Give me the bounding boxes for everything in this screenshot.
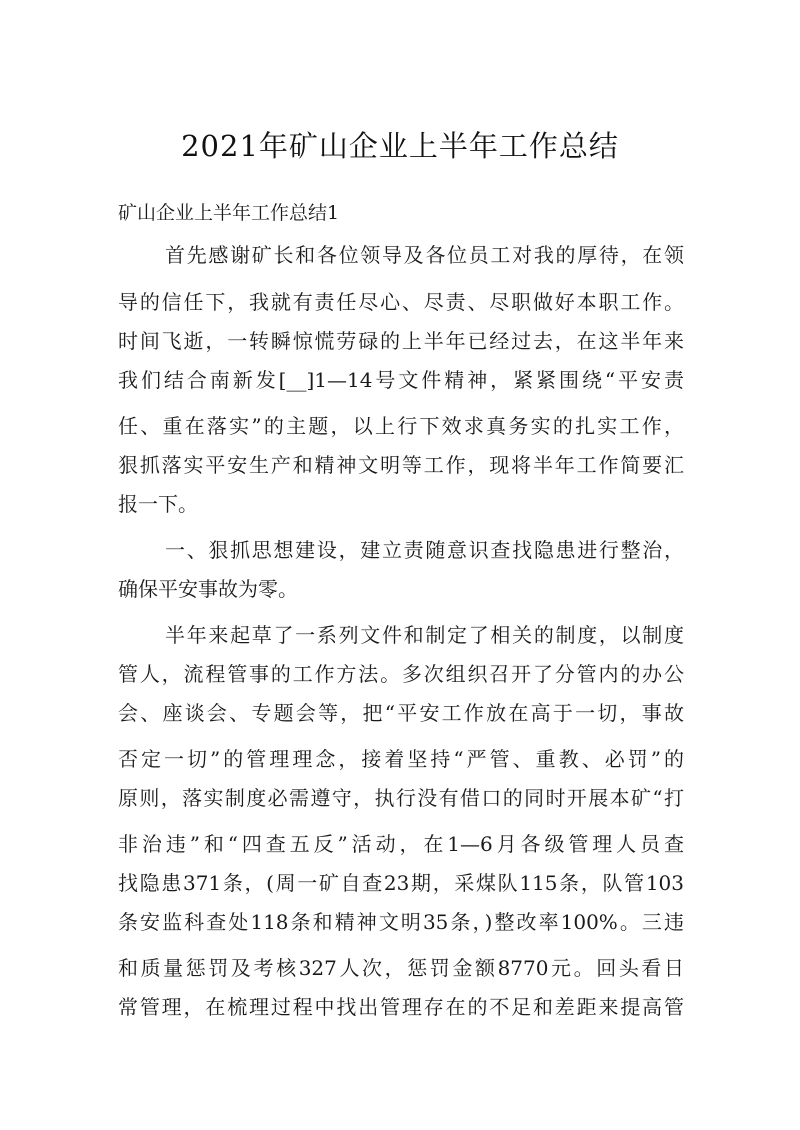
paragraph-line: 时间飞逝，一转瞬惊慌劳碌的上半年已经过去，在这半年来 [118, 329, 684, 353]
paragraph-line: 导的信任下，我就有责任尽心、尽责、尽职做好本职工作。 [118, 290, 684, 314]
paragraph-line: 常管理，在梳理过程中找出管理存在的不足和差距来提高管 [118, 995, 684, 1019]
paragraph-line: 首先感谢矿长和各位领导及各位员工对我的厚待，在领 [165, 243, 684, 267]
paragraph-line: 和质量惩罚及考核327人次，惩罚金额8770元。回头看日 [118, 956, 684, 980]
paragraph-line: 否定一切”的管理理念，接着坚持“严管、重教、必罚”的 [118, 747, 684, 771]
paragraph-line: 确保平安事故为零。 [118, 577, 298, 601]
paragraph-line: 管人，流程管事的工作方法。多次组织召开了分管内的办公 [118, 662, 684, 686]
paragraph-line: 狠抓落实平安生产和精神文明等工作，现将半年工作简要汇 [118, 453, 684, 477]
paragraph-line: 原则，落实制度必需遵守，执行没有借口的同时开展本矿“打 [118, 786, 684, 810]
paragraph-line: 条安监科查处118条和精神文明35条，)整改率100%。三违 [118, 910, 684, 934]
paragraph-line: 找隐患371条，(周一矿自查23期，采煤队115条，队管103 [118, 871, 684, 895]
paragraph-line: 非治违”和“四查五反”活动，在1—6月各级管理人员查 [118, 832, 684, 856]
section-heading: 矿山企业上半年工作总结1 [118, 202, 340, 224]
paragraph-line: 半年来起草了一系列文件和制定了相关的制度，以制度 [165, 623, 684, 647]
document-title: 2021年矿山企业上半年工作总结 [181, 129, 619, 163]
paragraph-line: 一、狠抓思想建设，建立责随意识查找隐患进行整治， [165, 538, 684, 562]
paragraph-line: 会、座谈会、专题会等，把“平安工作放在高于一切，事故 [118, 701, 684, 725]
paragraph-line: 我们结合南新发[__]1—14号文件精神，紧紧围绕“平安责 [118, 368, 684, 392]
paragraph-line: 任、重在落实”的主题，以上行下效求真务实的扎实工作， [118, 414, 684, 438]
paragraph-line: 报一下。 [118, 492, 198, 516]
